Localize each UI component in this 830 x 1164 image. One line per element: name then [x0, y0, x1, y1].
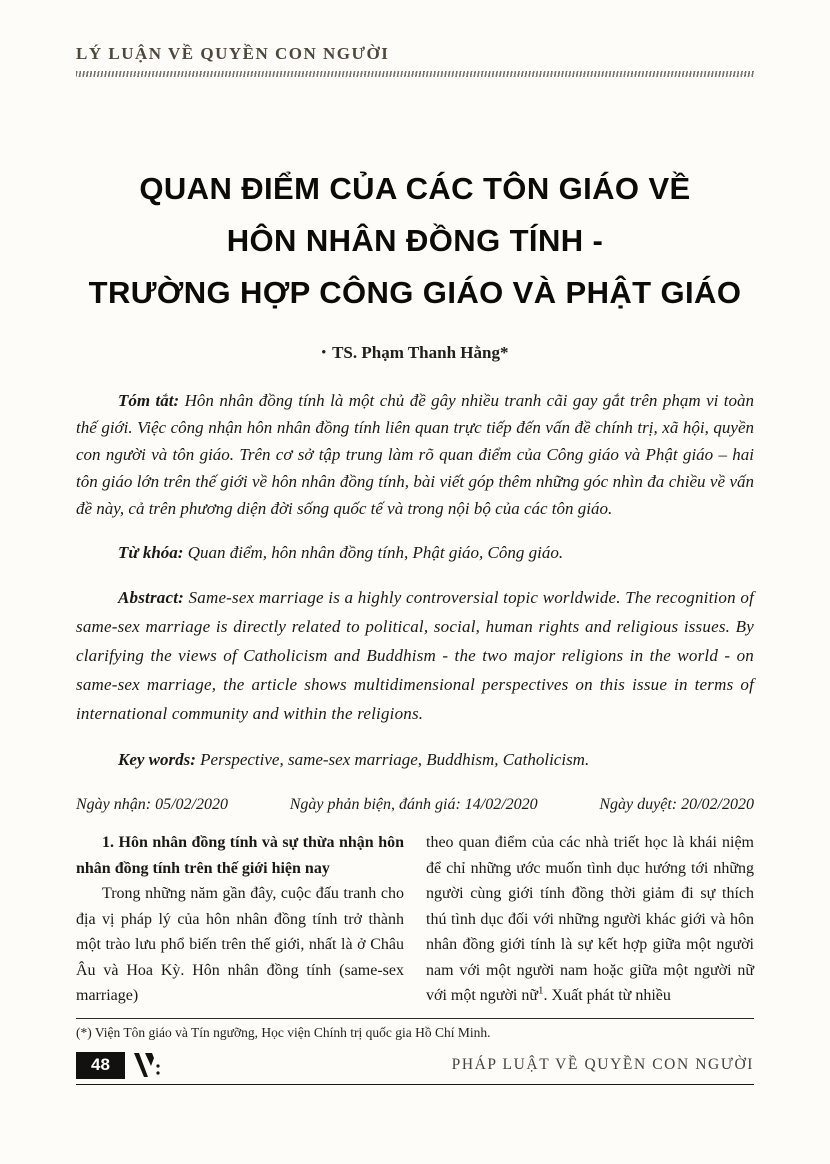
date-received: Ngày nhận: 05/02/2020	[76, 796, 228, 813]
body-column-left	[76, 830, 404, 1009]
abstract-vi-text: Hôn nhân đồng tính là một chủ đề gây nhiều tranh cãi gay gắt trên phạm vi toàn thế giới. Việc công nhận hôn nhân đồng tính liên quan trực tiếp đến vấn đề chính trị, xã hội, quyền con người và tôn giáo. Trên cơ sở tập trung làm rõ quan điểm của Công giáo và Phật giáo – hai tôn giáo lớn trên thế giới về hôn nhân đồng tính, bài viết góp thêm những góc nhìn đa chiều về vấn đề này, cả trên phương diện đời sống quốc tế và trong nội bộ của các tôn giáo.	[76, 391, 755, 518]
keywords-en-text: Perspective, same-sex marriage, Buddhism, Catholicism.	[195, 750, 590, 769]
keywords-en-label: Key words:	[118, 750, 196, 769]
dates-row	[76, 791, 754, 818]
footnote-separator	[76, 1018, 754, 1019]
body-columns	[76, 830, 754, 1009]
journal-title: PHÁP LUẬT VỀ QUYỀN CON NGƯỜI	[451, 1056, 754, 1073]
keywords-vi-text: Quan điểm, hôn nhân đồng tính, Phật giáo, Công giáo.	[183, 543, 564, 562]
body-paragraph-left: Trong những năm gần đây, cuộc đấu tranh cho địa vị pháp lý của hôn nhân đồng tính trở thành một trào lưu phổ biến trên thế giới, nhất là ở Châu Âu và Hoa Kỳ. Hôn nhân đồng tính (same-sex marriage)	[76, 885, 404, 1004]
footer-logo-icon	[131, 1052, 161, 1078]
article-title	[76, 163, 754, 319]
running-head: LÝ LUẬN VỀ QUYỀN CON NGƯỜI	[76, 44, 390, 63]
keywords-english	[76, 745, 754, 774]
article-title-line-1: QUAN ĐIỂM CỦA CÁC TÔN GIÁO VỀ	[139, 171, 691, 206]
section-heading: 1. Hôn nhân đồng tính và sự thừa nhận hôn nhân đồng tính trên thế giới hiện nay	[76, 834, 404, 877]
page-footer	[76, 1052, 754, 1079]
abstract-english	[76, 583, 754, 728]
author-line	[76, 343, 754, 363]
abstract-vi-label: Tóm tắt:	[118, 391, 180, 410]
body-paragraph-right	[426, 830, 754, 1009]
body-paragraph-right-text: theo quan điểm của các nhà triết học là khái niệm để chỉ những ước muốn tình dục hướng tới những người cùng giới tính đồng thời giảm đi sự thích thú tình dục đối với những người khác giới và hôn nhân đồng giới tính là sự kết hợp giữa một người nam với một người nam hoặc giữa một người nữ với một người nữ	[426, 834, 754, 1004]
author-bullet-icon: •	[321, 344, 327, 359]
article-title-line-2: HÔN NHÂN ĐỒNG TÍNH -	[226, 223, 604, 258]
footer-rule	[76, 1084, 754, 1085]
date-approved: Ngày duyệt: 20/02/2020	[599, 796, 754, 813]
page-number: 48	[76, 1052, 125, 1079]
footnote-text: (*) Viện Tôn giáo và Tín ngưỡng, Học viện Chính trị quốc gia Hồ Chí Minh.	[76, 1024, 491, 1040]
keywords-vietnamese	[76, 539, 754, 566]
abstract-vietnamese	[76, 387, 754, 522]
header-decorative-line	[76, 71, 754, 77]
article-title-line-3: TRƯỜNG HỢP CÔNG GIÁO VÀ PHẬT GIÁO	[88, 275, 742, 310]
body-paragraph-right-end: . Xuất phát từ nhiều	[543, 987, 671, 1004]
body-column-right	[426, 830, 754, 1009]
abstract-en-text: Same-sex marriage is a highly controversial topic worldwide. The recognition of same-sex marriage is directly related to political, social, human rights and religious issues. By clarifying the views of Catholicism and Buddhism - the two major religions in the world - on same-sex marriage, the article shows multidimensional perspectives on this issue in terms of international community and within the religions.	[76, 588, 754, 723]
keywords-vi-label: Từ khóa:	[118, 543, 184, 562]
footnote-reference: 1	[538, 984, 544, 997]
abstract-en-label: Abstract:	[118, 588, 185, 607]
author-name: TS. Phạm Thanh Hằng*	[332, 343, 509, 362]
date-reviewed: Ngày phản biện, đánh giá: 14/02/2020	[289, 796, 538, 813]
